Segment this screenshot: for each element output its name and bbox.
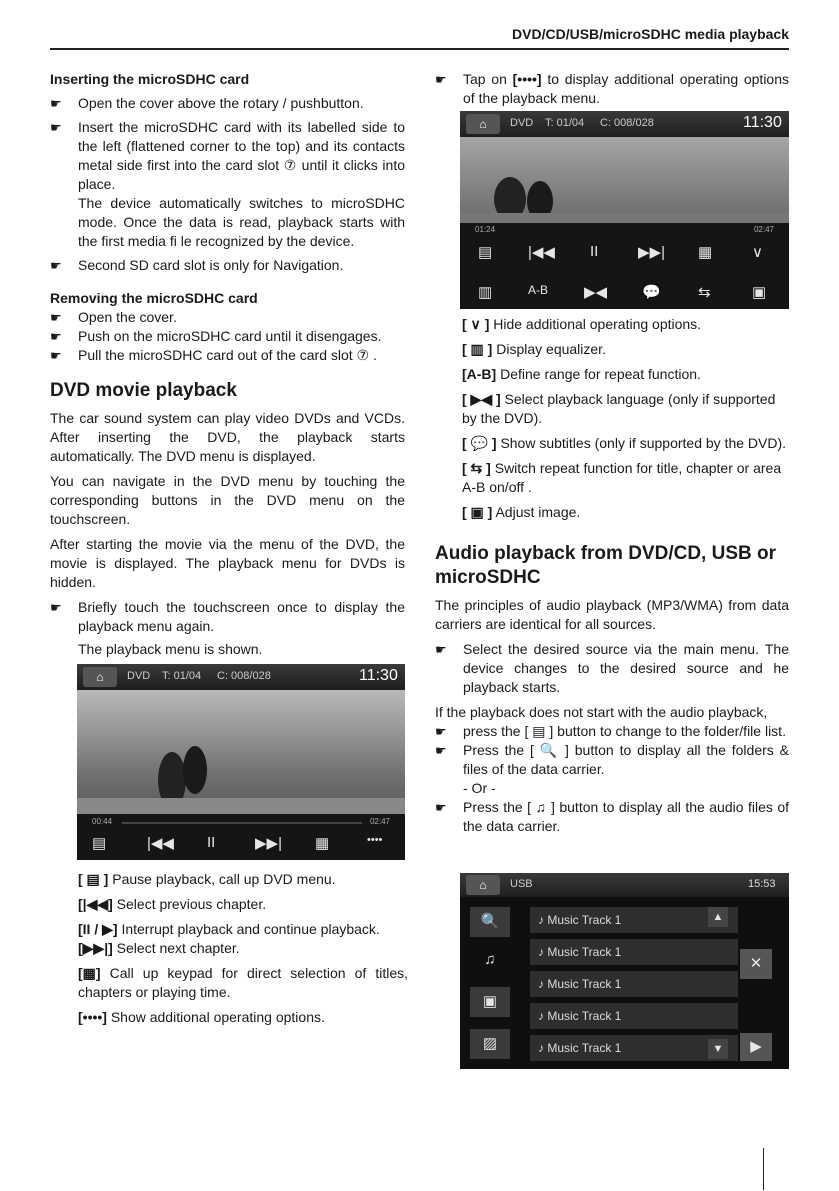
track-label: T: 01/04 <box>545 117 585 129</box>
next-chapter-icon: ▶▶| <box>255 835 282 852</box>
pause-icon: II <box>207 834 216 851</box>
pointing-hand-icon: ☛ <box>435 642 447 657</box>
elapsed-time: 01:24 <box>475 225 496 234</box>
home-icon: ⌂ <box>466 875 500 895</box>
list-item: ☛ Press the [ ♫ ] button to display all the audio files of the data carrier. <box>435 799 789 834</box>
elapsed-time: 00:44 <box>92 817 113 826</box>
list-item: ☛ Pull the microSDHC card out of the card slot ⑦ . <box>50 347 377 363</box>
control-bar <box>77 814 405 860</box>
list-item: ♪ Music Track 1 <box>530 971 738 997</box>
clock: 11:30 <box>359 667 398 684</box>
source-label: DVD <box>510 117 534 129</box>
list-item: ♪ Music Track 1 <box>530 907 738 933</box>
list-item: ☛ Select the desired source via the main menu. The device changes to the desired source and he playback starts. <box>435 641 789 695</box>
pointing-hand-icon: ☛ <box>435 724 447 739</box>
legend-item: [ ⇆ ] Switch repeat function for title, chapter or area A-B on/off . <box>462 460 782 495</box>
audio-paragraph-1: The principles of audio playback (MP3/WMA) from data carriers are identical for all sources. <box>435 597 789 632</box>
dvd-section-title: DVD movie playback <box>50 380 237 401</box>
pointing-hand-icon: ☛ <box>50 120 62 135</box>
status-bar <box>460 873 789 897</box>
pointing-hand-icon: ☛ <box>50 96 62 111</box>
keypad-icon: ▦ <box>698 244 713 261</box>
menu-icon: ▤ <box>92 835 107 852</box>
list-item: ☛ Tap on [••••] to display additional operating options of the playback menu. <box>435 71 790 106</box>
right-column <box>435 70 789 108</box>
previous-chapter-icon: |◀◀ <box>147 835 174 852</box>
remove-title: Removing the microSDHC card <box>50 290 258 306</box>
source-label: DVD <box>127 670 151 682</box>
audio-language-icon: ▶◀ <box>584 284 608 301</box>
right-legend <box>435 315 789 836</box>
adjust-image-icon: ▣ <box>752 284 767 301</box>
movie-silhouette <box>460 137 789 223</box>
legend-item: [|◀◀] Select previous chapter. <box>78 896 267 912</box>
list-item: ♪ Music Track 1 <box>530 1035 738 1061</box>
scroll-down-icon: ▼ <box>708 1039 728 1059</box>
legend-item: [II / ▶] Interrupt playback and continue playback. <box>78 921 380 937</box>
clock: 15:53 <box>748 878 776 890</box>
list-item: ♪ Music Track 1 <box>530 1003 738 1029</box>
dvd-playback-screenshot <box>77 664 405 860</box>
subtitles-icon: 💬 <box>642 284 661 301</box>
next-chapter-icon: ▶▶| <box>638 244 665 261</box>
pause-icon: II <box>590 243 599 260</box>
movie-silhouette <box>77 690 405 814</box>
list-item: ☛ Briefly touch the touchscreen once to display the playback menu again. <box>50 599 405 634</box>
status-bar <box>460 111 789 137</box>
music-note-icon: ♪ <box>538 945 548 959</box>
extended-menu-screenshot <box>460 111 789 309</box>
source-label: USB <box>510 878 533 890</box>
menu-icon: ▤ <box>478 244 493 261</box>
list-item: ☛ Push on the microSDHC card until it disengages. <box>50 328 382 344</box>
audio-section-title: Audio playback from DVD/CD, USB or microSDHC <box>435 543 776 588</box>
header-divider <box>50 48 789 50</box>
list-item: ☛ Press the [ 🔍 ] button to display all the folders & files of the data carrier. <box>435 742 789 777</box>
legend-item: [ 💬 ] Show subtitles (only if supported by the DVD). <box>462 435 787 451</box>
movie-frame <box>460 137 789 223</box>
pointing-hand-icon: ☛ <box>50 329 62 344</box>
music-note-icon: ♪ <box>538 977 548 991</box>
left-column <box>50 70 405 659</box>
legend-item: [▶▶|] Select next chapter. <box>78 940 240 956</box>
hide-options-icon: ∨ <box>752 244 763 261</box>
dvd-paragraph-1: The car sound system can play video DVDs and VCDs. After inserting the DVD, the playback starts automatically. The DVD menu is displayed. <box>50 410 405 464</box>
close-icon: ✕ <box>740 949 772 979</box>
list-item: ☛ Insert the microSDHC card with its labelled side to the left (flattened corner to the top) and its contacts metal side first into the card slot ⑦ until it clicks into place. <box>50 119 405 192</box>
dvd-paragraph-2: You can navigate in the DVD menu by touching the corresponding buttons in the DVD menu on the touchscreen. <box>50 473 405 527</box>
control-bar <box>460 223 789 309</box>
total-time: 02:47 <box>369 817 390 826</box>
list-item: ☛ Second SD card slot is only for Navigation. <box>50 257 344 273</box>
ab-repeat-label: A-B <box>528 283 549 297</box>
list-item: ☛ Open the cover. <box>50 309 177 325</box>
pointing-hand-icon: ☛ <box>50 258 62 273</box>
repeat-icon: ⇆ <box>698 284 711 301</box>
chapter-label: C: 008/028 <box>600 117 654 129</box>
chapter-label: C: 008/028 <box>217 670 271 682</box>
pointing-hand-icon: ☛ <box>50 348 62 363</box>
pointing-hand-icon: ☛ <box>435 743 447 758</box>
pointing-hand-icon: ☛ <box>435 72 447 87</box>
play-icon: ▶ <box>740 1033 772 1061</box>
home-icon: ⌂ <box>466 114 500 134</box>
legend-item: [▦] Call up keypad for direct selection of titles, chapters or playing time. <box>78 965 408 1000</box>
total-time: 02:47 <box>753 225 774 234</box>
audio-paragraph-2: If the playback does not start with the audio playback, <box>435 704 768 720</box>
video-icon: ▣ <box>470 987 510 1017</box>
previous-chapter-icon: |◀◀ <box>528 244 555 261</box>
scroll-up-icon: ▲ <box>708 907 728 927</box>
music-note-icon: ♪ <box>538 1009 548 1023</box>
insert-title: Inserting the microSDHC card <box>50 71 250 87</box>
pointing-hand-icon: ☛ <box>435 800 447 815</box>
picture-icon: ▨ <box>470 1029 510 1059</box>
legend-item: [A-B] Define range for repeat function. <box>462 366 701 382</box>
movie-frame <box>77 690 405 814</box>
music-list-screenshot <box>460 873 789 1069</box>
legend-item: [ ▤ ] Pause playback, call up DVD menu. <box>78 871 336 887</box>
legend-item: [ ▥ ] Display equalizer. <box>462 341 606 357</box>
pointing-hand-icon: ☛ <box>50 310 62 325</box>
keypad-icon: ▦ <box>315 835 330 852</box>
music-note-icon: ♪ <box>538 913 548 927</box>
page-header-title: DVD/CD/USB/microSDHC media playback <box>512 26 789 42</box>
pointing-hand-icon: ☛ <box>50 600 62 615</box>
music-note-icon: ♪ <box>538 1041 548 1055</box>
dvd-paragraph-3: After starting the movie via the menu of the DVD, the movie is displayed. The playback menu for DVDs is hidden. <box>50 536 405 590</box>
music-note-icon: ♫ <box>484 951 496 968</box>
list-item: ☛ Open the cover above the rotary / pushbutton. <box>50 95 364 111</box>
legend-item: [ ∨ ] Hide additional operating options. <box>462 316 702 332</box>
clock: 11:30 <box>743 114 782 131</box>
progress-track <box>122 822 362 824</box>
or-separator: - Or - <box>463 780 496 796</box>
legend-item: [••••] Show additional operating options. <box>78 1009 325 1025</box>
footer-divider <box>763 1148 764 1190</box>
search-icon: 🔍 <box>470 907 510 937</box>
status-bar <box>77 664 405 690</box>
equalizer-icon: ▥ <box>478 284 493 301</box>
list-item-continued: The device automatically switches to microSDHC mode. Once the data is read, playback starts with the first media fi le recognized by the device. <box>78 195 405 249</box>
legend-item: [ ▶◀ ] Select playback language (only if supported by the DVD). <box>462 391 776 426</box>
more-options-icon: •••• <box>367 834 383 846</box>
legend-item: [ ▣ ] Adjust image. <box>462 504 581 520</box>
list-item-continued: The playback menu is shown. <box>78 641 263 657</box>
home-icon: ⌂ <box>83 667 117 687</box>
list-item: ♪ Music Track 1 <box>530 939 738 965</box>
left-legend <box>78 870 408 1027</box>
list-item: ☛ press the [ ▤ ] button to change to the folder/file list. <box>435 723 786 739</box>
track-label: T: 01/04 <box>162 670 202 682</box>
